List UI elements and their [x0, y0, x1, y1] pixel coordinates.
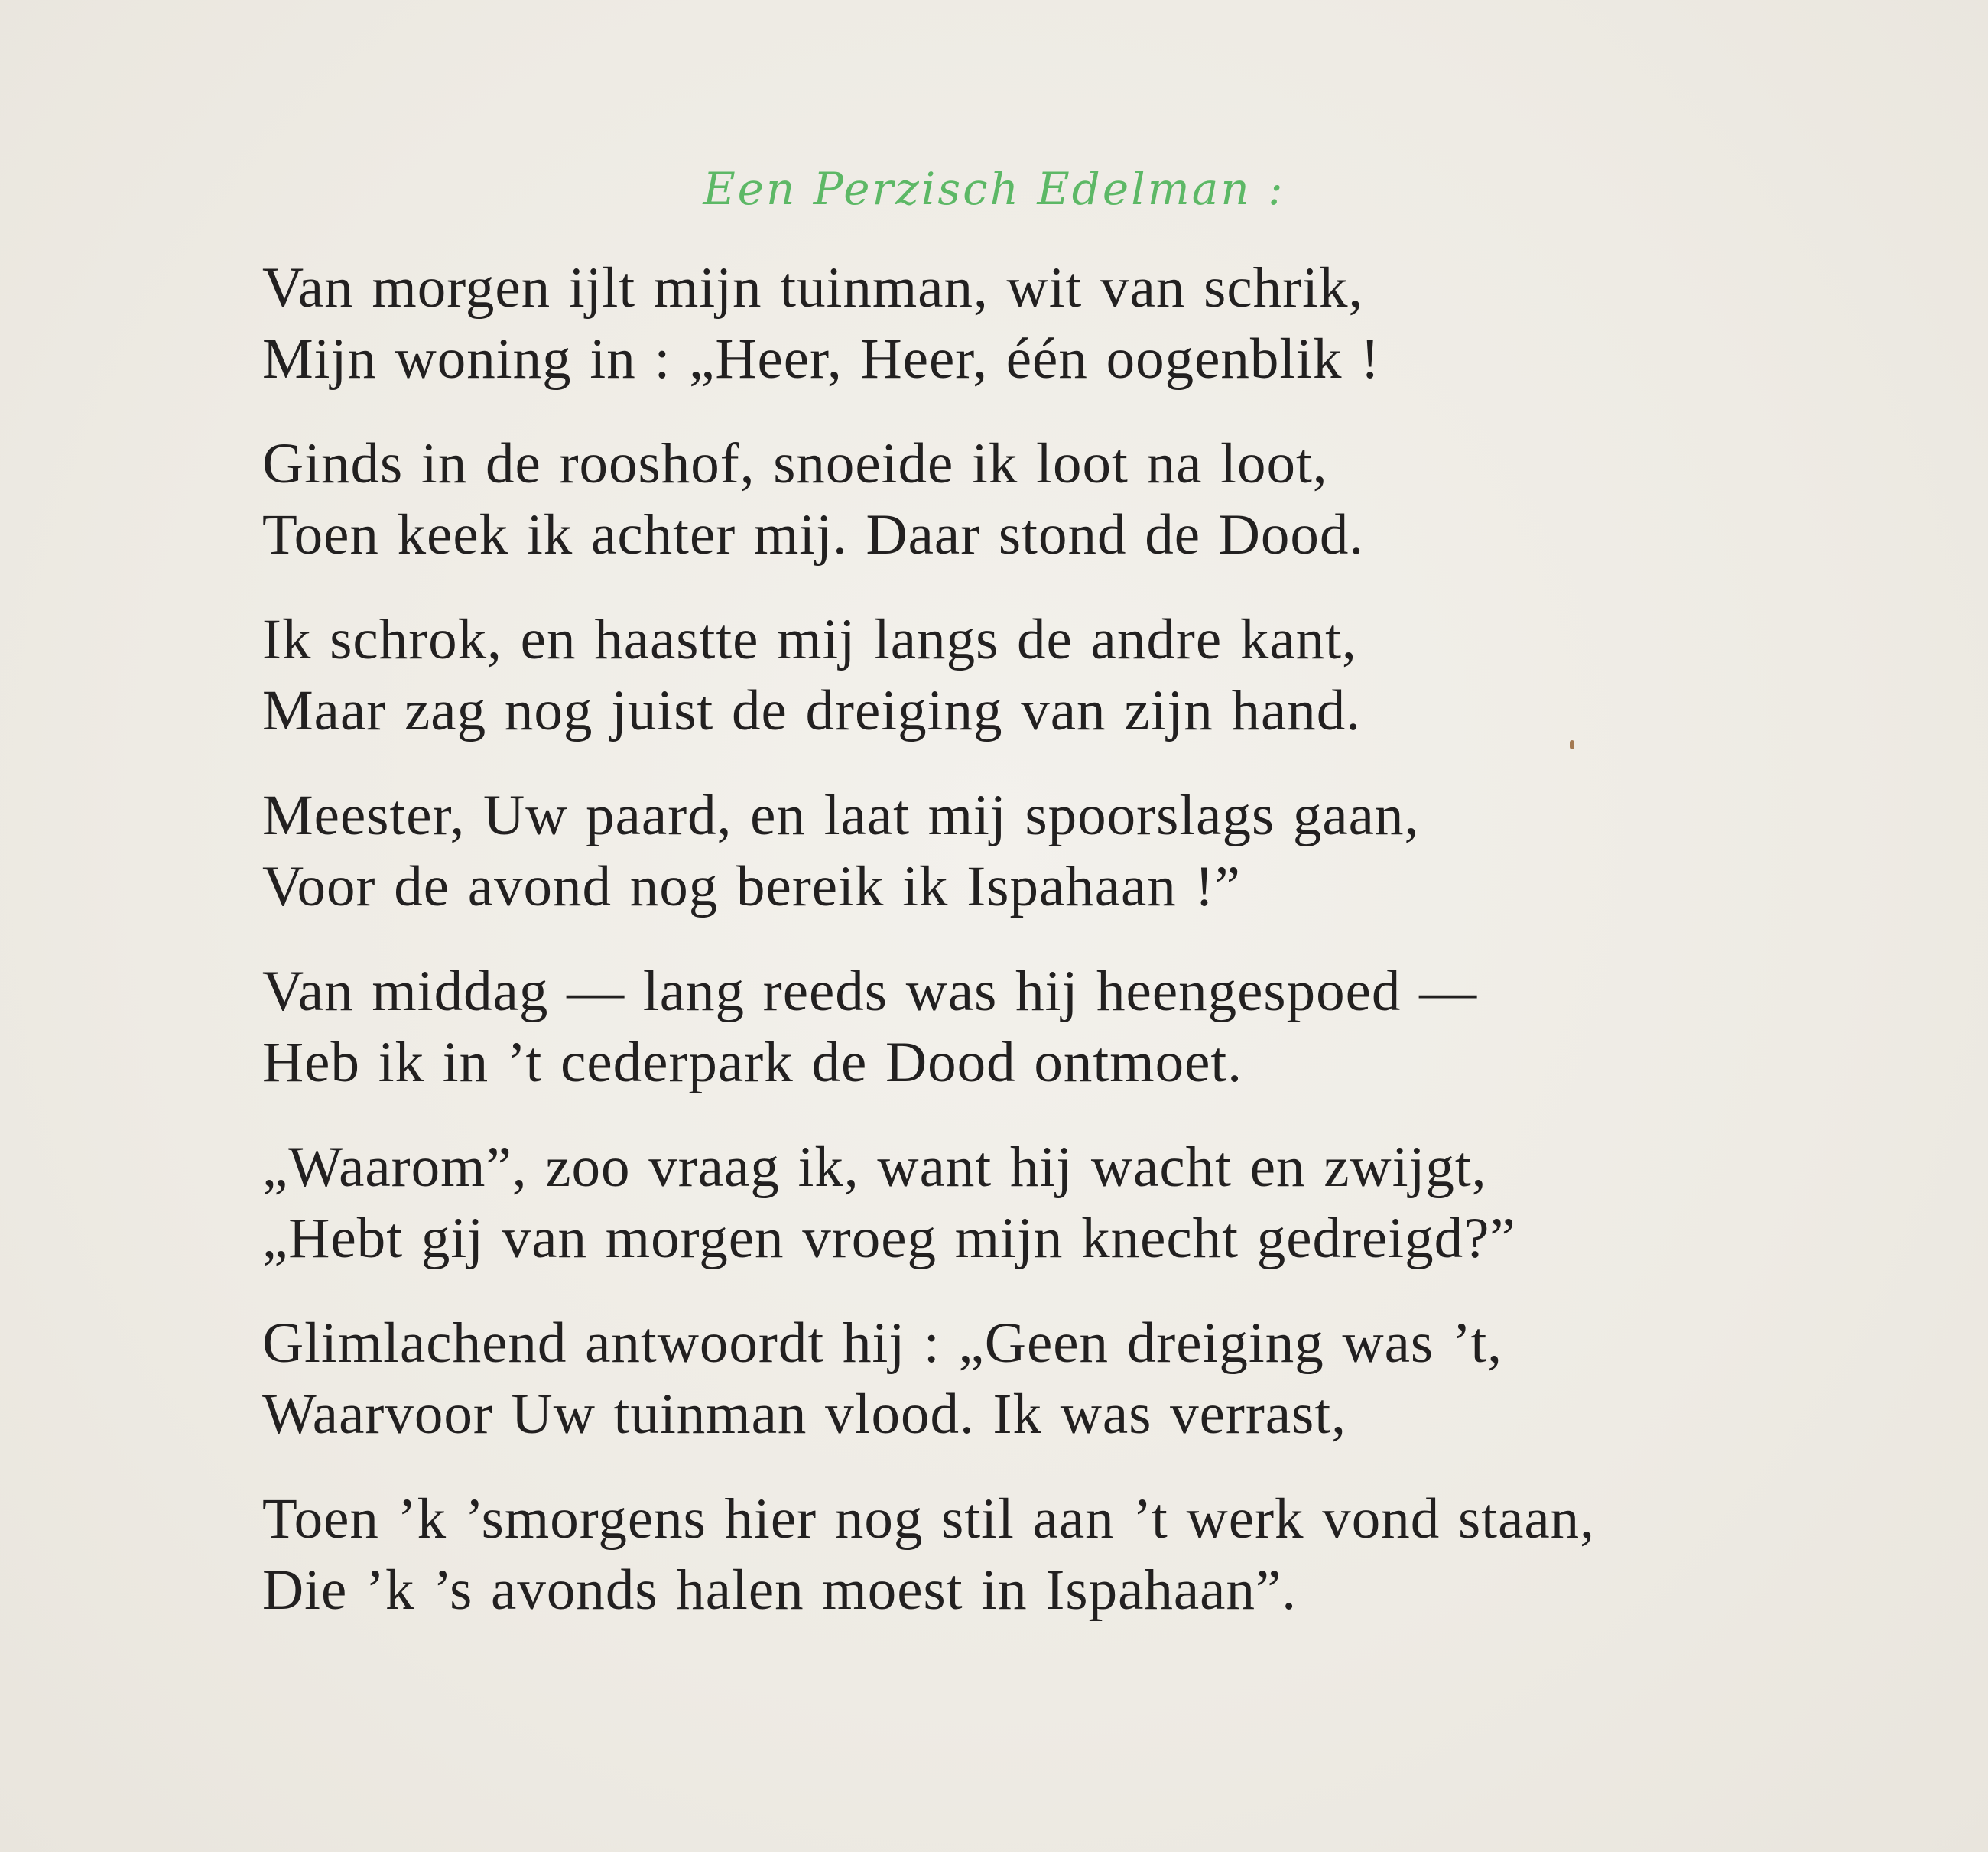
- poem-body: [262, 252, 1944, 1659]
- stanza-1: [262, 252, 1944, 395]
- poem-line: Van middag — lang reeds was hij heengespoed —: [262, 960, 1478, 1023]
- poem-heading: Een Perzisch Edelman :: [703, 163, 1285, 215]
- poem-line: Meester, Uw paard, en laat mij spoorslags gaan,: [262, 784, 1420, 847]
- poem-line: Die ’k ’s avonds halen moest in Ispahaan”.: [262, 1558, 1297, 1622]
- poem-line: Waarvoor Uw tuinman vlood. Ik was verrast,: [262, 1383, 1346, 1446]
- stanza-6: [262, 1132, 1944, 1274]
- poem-line: Ik schrok, en haastte mij langs de andre kant,: [262, 608, 1357, 671]
- poem-line: Toen keek ik achter mij. Daar stond de Dood.: [262, 503, 1365, 567]
- poem-line: Maar zag nog juist de dreiging van zijn hand.: [262, 679, 1362, 742]
- poem-line: Toen ’k ’smorgens hier nog stil aan ’t werk vond staan,: [262, 1487, 1595, 1551]
- stanza-3: [262, 604, 1944, 746]
- stanza-8: [262, 1483, 1944, 1626]
- stanza-4: [262, 780, 1944, 922]
- poem-line: Heb ik in ’t cederpark de Dood ontmoet.: [262, 1031, 1242, 1094]
- poem-line: Ginds in de rooshof, snoeide ik loot na loot,: [262, 432, 1328, 495]
- poem-line: „Hebt gij van morgen vroeg mijn knecht gedreigd?”: [262, 1207, 1516, 1270]
- stanza-5: [262, 956, 1944, 1098]
- stanza-2: [262, 428, 1944, 570]
- poem-line: Glimlachend antwoordt hij : „Geen dreiging was ’t,: [262, 1311, 1503, 1375]
- stanza-7: [262, 1308, 1944, 1450]
- poem-line: Mijn woning in : „Heer, Heer, één oogenblik !: [262, 327, 1381, 391]
- poem-line: Van morgen ijlt mijn tuinman, wit van schrik,: [262, 256, 1364, 320]
- poem-line: „Waarom”, zoo vraag ik, want hij wacht en zwijgt,: [262, 1136, 1487, 1199]
- paper-speck: [1570, 740, 1574, 749]
- poem-line: Voor de avond nog bereik ik Ispahaan !”: [262, 855, 1241, 918]
